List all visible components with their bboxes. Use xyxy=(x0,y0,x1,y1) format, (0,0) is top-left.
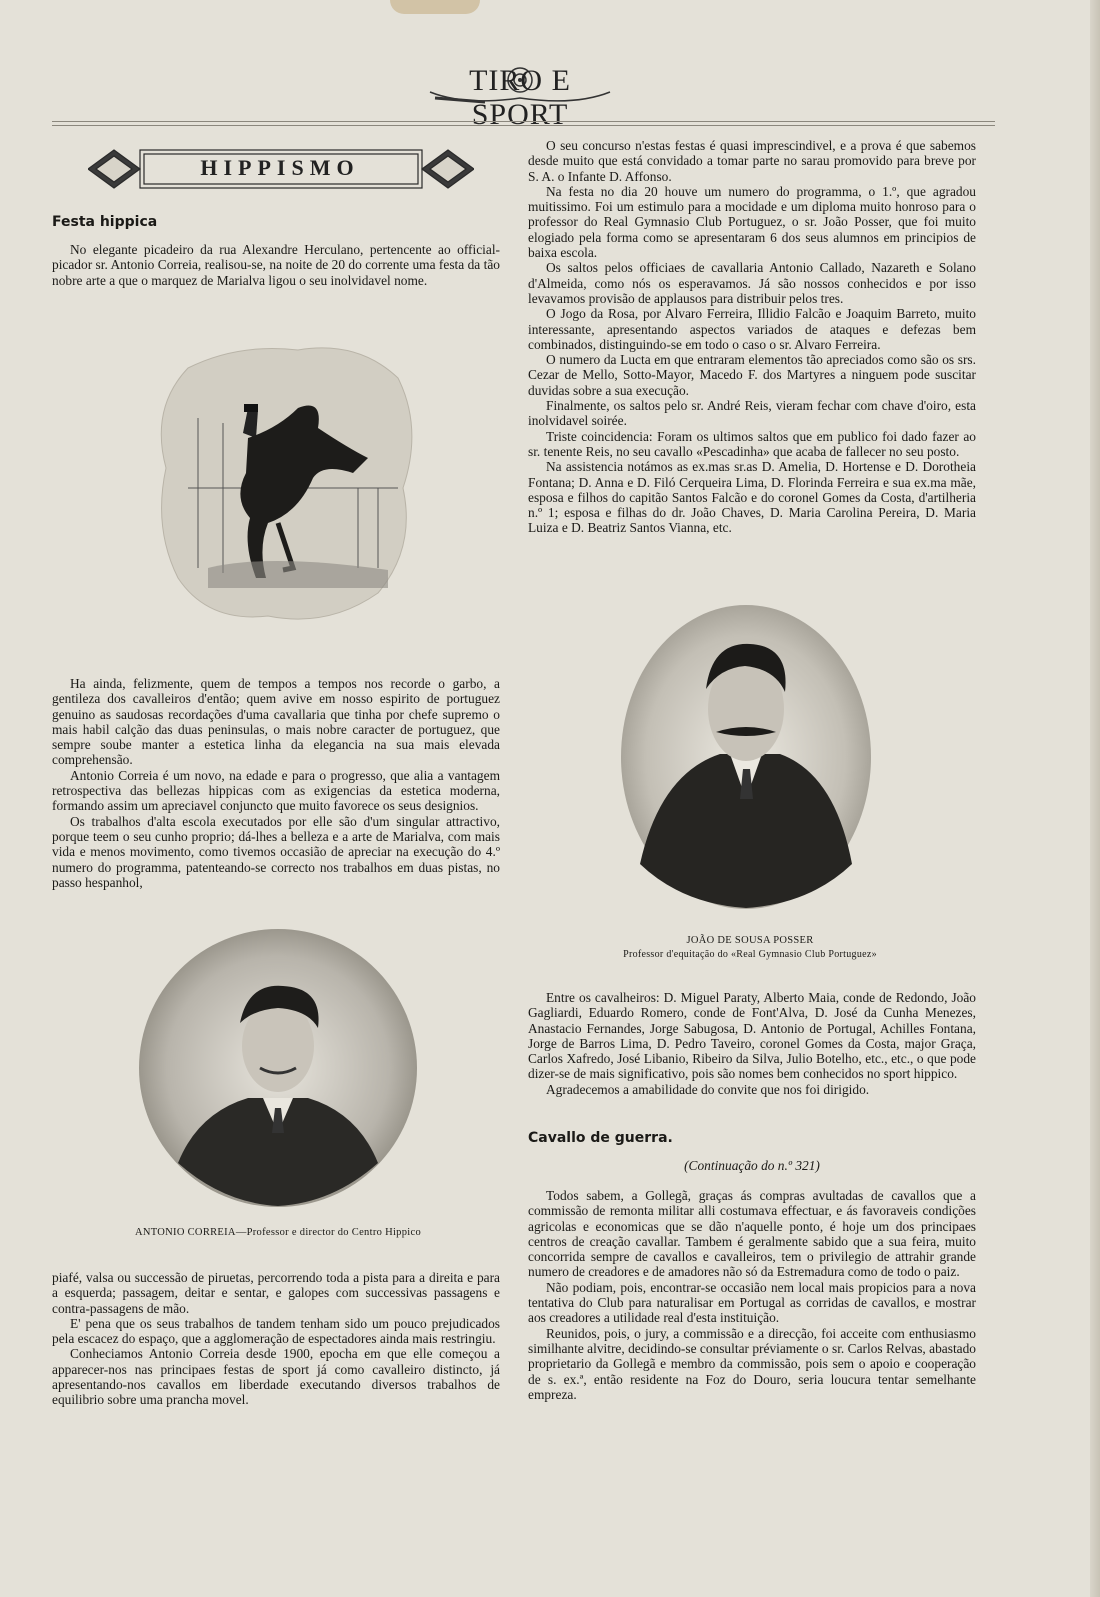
article2-subheading: (Continuação do n.º 321) xyxy=(684,1158,820,1173)
paragraph: Não podiam, pois, encontrar-se occasião nem local mais propicios para a nova tentativa do Club para naturalisar em Portugal as corridas de cavallos, e mostrar aos creadores a utilidade real d'esta instituição. xyxy=(528,1279,976,1326)
paragraph: No elegante picadeiro da rua Alexandre Herculano, pertencente ao official-picador sr. Antonio Correia, realisou-se, na noite de 20 do corrente uma festa da tão nobre arte a que o marquez de Marialva ligou o seu inolvidavel nome. xyxy=(52,242,500,288)
top-rule xyxy=(52,121,995,122)
paragraph: Entre os cavalheiros: D. Miguel Paraty, Alberto Maia, conde de Redondo, João Gagliardi, Eduardo Romero, conde de Font'Alva, D. José da Cunha Menezes, Anastacio Fernandes, Jorge Sabugosa, D. Antonio de Portugal, Achilles Fontana, Jorge de Barros Lima, D. Pedro Taveiro, coronel Gomes da Costa, major Graça, Carlos Xafredo, José Libanio, Ribeiro da Silva, Julio Botelho, etc., etc., o que pode dizer-se de mais significativo, pois são nomes bem conhecidos no sport hippico. xyxy=(528,990,976,1082)
correia-caption: ANTONIO CORREIA—Professor e director do Centro Hippico xyxy=(134,1227,422,1238)
article2-body xyxy=(528,1188,976,1402)
paragraph: E' pena que os seus trabalhos de tandem tenham sido um pouco prejudicados pela escacez do espaço, que a agglomeração de espectadores ainda mais restringiu. xyxy=(52,1315,500,1347)
paragraph: Ha ainda, felizmente, quem de tempos a tempos nos recorde o garbo, a gentileza dos cavalleiros d'então; quem avive em nosso espirito de portuguez genuino as saudosas recordações d'uma cavallaria que tinha por chefe supremo o mais habil calção das duas peninsulas, o mais nobre caracter de portuguez, que sempre soube manter a estetica linha da elegancia na sua mais elevada comprehensão. xyxy=(52,676,500,768)
page-edge xyxy=(1090,0,1100,1597)
paragraph: Todos sabem, a Gollegã, graças ás compras avultadas de cavallos que a commissão de remonta militar alli costumava effectuar, e ás favoraveis condições agricolas e economicas que se dão n'aquelle ponto, é hoje um dos principaes centros de creação cavallar. Tambem é geralmente sabido que a sua feira, muito concorrida sempre de cavallos e cavalleiros, tem o privilegio de attrahir grande numero de creadores e de amadores não só da Estremadura como de todo o paiz. xyxy=(528,1188,976,1280)
posser-caption xyxy=(560,934,940,962)
antonio-correia-portrait xyxy=(138,928,418,1208)
paragraph: piafé, valsa ou successão de piruetas, percorrendo toda a pista para a direita e para a esquerda; passagem, deitar e sentar, e galopes com successivas passagens e contra-passagens de mão. xyxy=(52,1270,500,1316)
paragraph: O Jogo da Rosa, por Alvaro Ferreira, Illidio Falcão e Joaquim Barreto, muito interessante, apresentando aspectos variados de ataques e defezas bem combinados, distinguindo-se em todo o caso o sr. Alvaro Ferreira. xyxy=(528,306,976,352)
paragraph: Reunidos, pois, o jury, a commissão e a direcção, foi acceite com enthusiasmo similhante alvitre, decidindo-se consultar préviamente o sr. Carlos Relvas, abastado proprietario da Gollegã e membro da commissão, pois sem o apoio e cooperação de s. ex.ª, então residente na Foz do Douro, seria loucura tentar semelhante empreza. xyxy=(528,1325,976,1402)
paragraph: Na assistencia notámos as ex.mas sr.as D. Amelia, D. Hortense e D. Dorotheia Fontana; D. Anna e D. Filó Cerqueira Lima, D. Florinda Ferreira e sua ex.ma mãe, esposa e filhos do capitão Santos Falcão e do coronel Gomes da Costa, d'artilheria n.º 1; esposa e filhas do dr. João Chaves, D. Maria Carolina Pereira, D. Maria Luiza e D. Beatriz Santos Vianna, etc. xyxy=(528,459,976,536)
paragraph: O numero da Lucta em que entraram elementos tão apreciados como são os srs. Cezar de Mello, Sotto-Mayor, Macedo F. dos Martyres a ninguem pode suscitar duvidas sobre a sua execução. xyxy=(528,352,976,398)
masthead-title: TIRO E SPORT xyxy=(469,64,571,131)
paragraph: O seu concurso n'estas festas é quasi imprescindivel, e a prova é que sabemos desde muito que está convidado a tomar parte no sarau promovido para breve por S. A. o Infante D. Affonso. xyxy=(528,138,976,184)
paragraph: Antonio Correia é um novo, na edade e para o progresso, que alia a vantagem retrospectiva das bellezas hippicas com as exigencias da estetica moderna, formando assim um apreciavel conjuncto que muito favorece os seus designios. xyxy=(52,767,500,814)
section-title: HIPPISMO xyxy=(200,155,360,180)
article-heading: Festa hippica xyxy=(52,214,158,230)
paragraph: Finalmente, os saltos pelo sr. André Reis, vieram fechar com chave d'oiro, esta inolvidavel soirée. xyxy=(528,398,976,429)
top-rule-2 xyxy=(52,125,995,126)
posser-caption-role: Professor d'equitação do «Real Gymnasio Club Portuguez» xyxy=(623,949,877,960)
article-body-left-bottom xyxy=(52,1270,500,1408)
posser-caption-name: JOÃO DE SOUSA POSSER xyxy=(686,935,814,946)
torn-tab xyxy=(390,0,480,14)
article-intro xyxy=(52,242,500,288)
article-body-left-mid xyxy=(52,676,500,890)
section-banner xyxy=(88,146,474,192)
joao-posser-portrait xyxy=(620,604,872,910)
article-body-right-mid xyxy=(528,990,976,1097)
article-body-right-top xyxy=(528,138,976,536)
paragraph: Conheciamos Antonio Correia desde 1900, epocha em que elle começou a apparecer-nos nas principaes festas de sport já como cavalleiro distincto, já apresentando-nos cavallos em liberdade executando diversos trabalhos de equilibrio sobre uma prancha movel. xyxy=(52,1346,500,1408)
paragraph: Na festa no dia 20 houve um numero do programma, o 1.º, que agradou muitissimo. Foi um estimulo para a mocidade e um diploma muito honroso para o professor do Real Gymnasio Club Portuguez, o sr. João Posser, que foi muito elogiado pela forma como se apresentaram 6 dos seus alumnos em principios de baixa escola. xyxy=(528,183,976,261)
masthead xyxy=(425,62,615,131)
paragraph: Triste coincidencia: Foram os ultimos saltos que em publico foi dado fazer ao sr. tenente Reis, no seu cavallo «Pescadinha» que acaba de fallecer no seu posto. xyxy=(528,428,976,459)
paragraph: Os trabalhos d'alta escola executados por elle são d'um singular attractivo, porque teem o seu cunho proprio; dá-lhes a belleza e a arte de Marialva, com mais vida e menos movimento, como tivemos occasião de apreciar na execução do 4.º numero do programma, patenteando-se correcto nos trabalhos em duas pistas, no passo hespanhol, xyxy=(52,813,500,890)
paragraph: Agradecemos a amabilidade do convite que nos foi dirigido. xyxy=(546,1081,870,1097)
paragraph: Os saltos pelos officiaes de cavallaria Antonio Callado, Nazareth e Solano d'Almeida, como nós os esperavamos. Já são nossos conhecidos e por isso levavamos provisão de applausos para distribuir pelos tres. xyxy=(528,260,976,306)
article2-heading: Cavallo de guerra. xyxy=(528,1130,673,1146)
horse-rider-photo xyxy=(148,338,418,628)
